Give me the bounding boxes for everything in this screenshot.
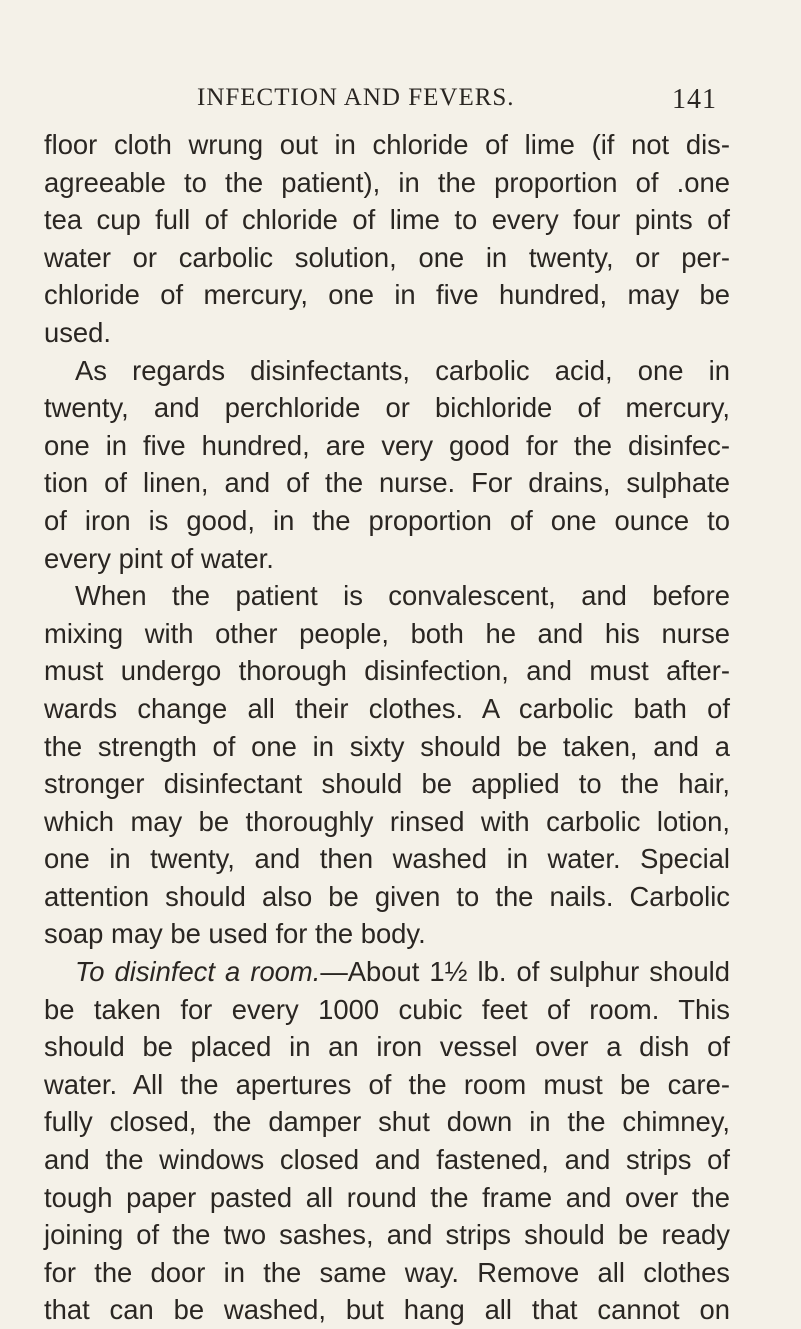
text-line: chloride of mercury, one in five hundred, may be xyxy=(44,279,730,311)
running-title: INFECTION AND FEVERS. xyxy=(197,84,515,111)
running-head xyxy=(197,84,717,124)
text-line: tough paper pasted all round the frame and over the xyxy=(44,1181,730,1213)
text-line: mixing with other people, both he and his nurse xyxy=(44,617,730,649)
text-line: tea cup full of chloride of lime to every four pints of xyxy=(44,204,730,236)
text-line: be taken for every 1000 cubic feet of room. This xyxy=(44,993,730,1025)
text-line: used. xyxy=(44,316,112,348)
text-line: stronger disinfectant should be applied to the hair, xyxy=(44,768,730,800)
text-line: which may be thoroughly rinsed with carbolic lotion, xyxy=(44,805,730,837)
text-line: attention should also be given to the nails. Carbolic xyxy=(44,880,730,912)
text-line: one in five hundred, are very good for the disinfec- xyxy=(44,429,730,461)
text-line: joining of the two sashes, and strips should be ready xyxy=(44,1219,730,1251)
text-line: soap may be used for the body. xyxy=(44,918,426,950)
text-line: and the windows closed and fastened, and strips of xyxy=(44,1144,730,1176)
text-line: wards change all their clothes. A carbolic bath of xyxy=(44,692,730,724)
text-line: As regards disinfectants, carbolic acid, one in xyxy=(75,354,730,386)
text-line: for the door in the same way. Remove all clothes xyxy=(44,1256,730,1288)
text-line: twenty, and perchloride or bichloride of mercury, xyxy=(44,392,730,424)
section-text: —About 1½ lb. of sulphur should xyxy=(320,956,731,988)
text-line: When the patient is convalescent, and before xyxy=(75,580,730,612)
text-line: one in twenty, and then washed in water. Special xyxy=(44,843,730,875)
page-number: 141 xyxy=(672,84,717,115)
text-line: every pint of water. xyxy=(44,542,274,574)
text-line: should be placed in an iron vessel over a dish of xyxy=(44,1031,730,1063)
text-line: water. All the apertures of the room must be care- xyxy=(44,1068,730,1100)
text-line: must undergo thorough disinfection, and must after- xyxy=(44,655,730,687)
text-line: floor cloth wrung out in chloride of lime (if not dis- xyxy=(44,129,730,160)
section-heading: To disinfect a room. xyxy=(75,956,321,988)
text-line: the strength of one in sixty should be taken, and a xyxy=(44,730,730,762)
text-line: agreeable to the patient), in the proportion of .one xyxy=(44,166,730,198)
text-line: that can be washed, but hang all that cannot on xyxy=(44,1294,730,1326)
text-line: tion of linen, and of the nurse. For drains, sulphate xyxy=(44,467,730,499)
text-line: fully closed, the damper shut down in the chimney, xyxy=(44,1106,730,1138)
body-text xyxy=(44,126,730,1329)
text-line-section xyxy=(44,953,730,991)
text-line: water or carbolic solution, one in twenty, or per- xyxy=(44,241,730,273)
text-line: of iron is good, in the proportion of one ounce to xyxy=(44,504,730,536)
